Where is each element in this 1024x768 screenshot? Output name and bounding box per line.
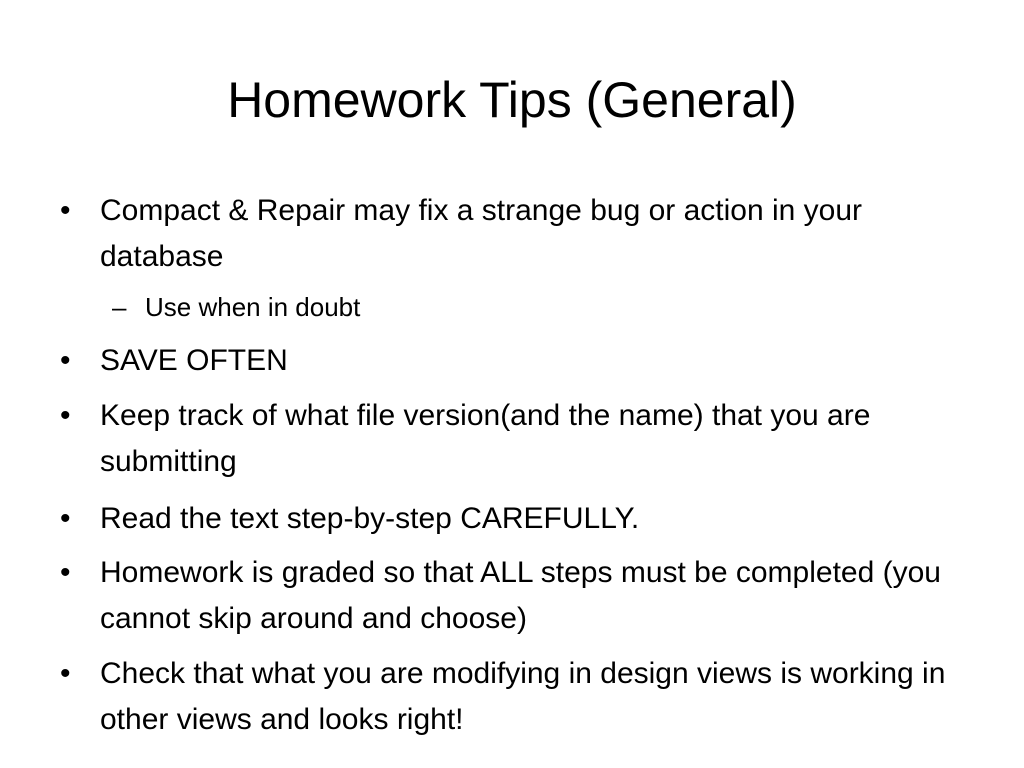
bullet-icon: • — [60, 657, 71, 690]
slide-title: Homework Tips (General) — [227, 72, 797, 128]
bullet-text: Keep track of what file version(and the name) that you are submitting — [100, 399, 871, 478]
bullet-text: Check that what you are modifying in design views is working in other views and looks right! — [100, 657, 946, 736]
bullet-icon: • — [60, 399, 71, 432]
bullet-text: SAVE OFTEN — [100, 344, 288, 377]
sub-bullet-item-use-when-in-doubt — [112, 287, 965, 327]
bullet-item-file-version — [60, 393, 970, 485]
bullet-item-save-often — [60, 338, 970, 384]
bullet-item-compact-repair — [60, 188, 970, 280]
bullet-icon: • — [60, 344, 71, 377]
bullet-icon: • — [60, 556, 71, 589]
dash-icon: – — [112, 292, 127, 322]
bullet-item-graded-steps — [60, 550, 970, 642]
bullet-item-check-views — [60, 651, 970, 743]
bullet-text: Compact & Repair may fix a strange bug or action in your database — [100, 194, 863, 273]
bullet-icon: • — [60, 502, 71, 535]
bullet-icon: • — [60, 194, 71, 227]
bullet-text: Read the text step-by-step CAREFULLY. — [100, 502, 640, 535]
bullet-item-read-carefully — [60, 496, 970, 542]
sub-bullet-text: Use when in doubt — [145, 292, 361, 322]
bullet-text: Homework is graded so that ALL steps must be completed (you cannot skip around and choose) — [100, 556, 941, 635]
